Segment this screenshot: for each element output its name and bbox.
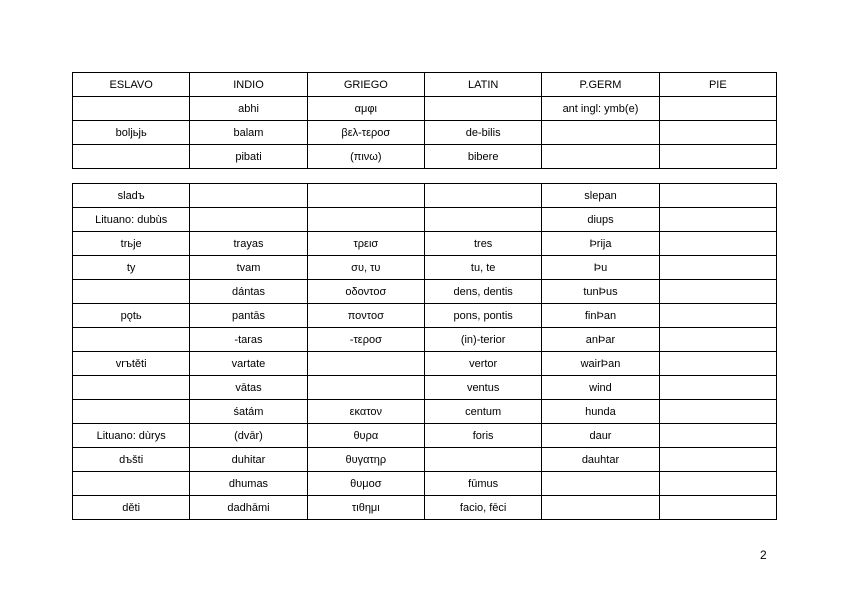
cognates-table-header bbox=[72, 72, 777, 169]
table-cell: αμφι bbox=[307, 97, 424, 121]
table-row bbox=[73, 352, 777, 376]
table-cell: (dvār) bbox=[190, 424, 307, 448]
table-cell bbox=[659, 496, 776, 520]
table-cell: θυγατηρ bbox=[307, 448, 424, 472]
table-cell: dauhtar bbox=[542, 448, 659, 472]
table-cell: ESLAVO bbox=[73, 73, 190, 97]
table-cell: fūmus bbox=[424, 472, 541, 496]
table-cell bbox=[659, 97, 776, 121]
table-cell: ventus bbox=[424, 376, 541, 400]
table-cell: facio, fēci bbox=[424, 496, 541, 520]
table-cell: τιθημι bbox=[307, 496, 424, 520]
table-cell bbox=[424, 97, 541, 121]
table-cell bbox=[659, 376, 776, 400]
table-cell bbox=[542, 145, 659, 169]
table-cell bbox=[659, 424, 776, 448]
table-cell: abhi bbox=[190, 97, 307, 121]
table-cell bbox=[307, 352, 424, 376]
table-row bbox=[73, 280, 777, 304]
table-cell: ant ingl: ymb(e) bbox=[542, 97, 659, 121]
table-cell: GRIEGO bbox=[307, 73, 424, 97]
table-cell: -τεροσ bbox=[307, 328, 424, 352]
table-cell: P.GERM bbox=[542, 73, 659, 97]
table-cell bbox=[659, 328, 776, 352]
table-cell: balam bbox=[190, 121, 307, 145]
table-cell: συ, τυ bbox=[307, 256, 424, 280]
table-cell: wind bbox=[542, 376, 659, 400]
table-cell: dadhāmi bbox=[190, 496, 307, 520]
table-cell: οδοντοσ bbox=[307, 280, 424, 304]
cognates-table-main bbox=[72, 183, 777, 520]
table-cell: trьje bbox=[73, 232, 190, 256]
table-row bbox=[73, 256, 777, 280]
table-row bbox=[73, 472, 777, 496]
table-cell: diups bbox=[542, 208, 659, 232]
table-cell: tvam bbox=[190, 256, 307, 280]
table-cell: pǫtь bbox=[73, 304, 190, 328]
table-cell: pibati bbox=[190, 145, 307, 169]
table-row bbox=[73, 145, 777, 169]
table-cell bbox=[542, 472, 659, 496]
table-cell: dántas bbox=[190, 280, 307, 304]
table-row bbox=[73, 376, 777, 400]
table-row bbox=[73, 328, 777, 352]
table-cell bbox=[659, 304, 776, 328]
table-cell bbox=[73, 472, 190, 496]
table-cell: INDIO bbox=[190, 73, 307, 97]
table-cell: ποντοσ bbox=[307, 304, 424, 328]
table-cell bbox=[190, 208, 307, 232]
table-cell: boljьjь bbox=[73, 121, 190, 145]
table-cell: vātas bbox=[190, 376, 307, 400]
table-cell: τρεισ bbox=[307, 232, 424, 256]
table-cell bbox=[73, 376, 190, 400]
table-cell bbox=[659, 145, 776, 169]
table-cell: βελ-τεροσ bbox=[307, 121, 424, 145]
table-cell: tunÞus bbox=[542, 280, 659, 304]
table-cell bbox=[659, 256, 776, 280]
table-cell bbox=[542, 121, 659, 145]
table-cell: θυρα bbox=[307, 424, 424, 448]
table-cell: dhumas bbox=[190, 472, 307, 496]
table-row bbox=[73, 400, 777, 424]
table-cell: foris bbox=[424, 424, 541, 448]
table-cell: sladъ bbox=[73, 184, 190, 208]
table-cell: Lituano: dùrys bbox=[73, 424, 190, 448]
table-cell bbox=[424, 208, 541, 232]
table-cell bbox=[307, 208, 424, 232]
table-cell: Þu bbox=[542, 256, 659, 280]
table-row bbox=[73, 184, 777, 208]
table-cell: trayas bbox=[190, 232, 307, 256]
table-row bbox=[73, 208, 777, 232]
table-cell: hunda bbox=[542, 400, 659, 424]
table-cell bbox=[307, 376, 424, 400]
table-cell bbox=[659, 232, 776, 256]
table-cell: εκατον bbox=[307, 400, 424, 424]
table-cell bbox=[307, 184, 424, 208]
table-row bbox=[73, 232, 777, 256]
table-cell: vartate bbox=[190, 352, 307, 376]
table-cell: (πινω) bbox=[307, 145, 424, 169]
table-cell bbox=[659, 121, 776, 145]
table-cell bbox=[659, 352, 776, 376]
table-cell: PIE bbox=[659, 73, 776, 97]
table-row bbox=[73, 424, 777, 448]
table-cell: finÞan bbox=[542, 304, 659, 328]
table-cell bbox=[73, 97, 190, 121]
table-cell bbox=[659, 280, 776, 304]
table-cell bbox=[659, 400, 776, 424]
table-cell: dens, dentis bbox=[424, 280, 541, 304]
table-cell bbox=[424, 184, 541, 208]
table-cell: de-bilis bbox=[424, 121, 541, 145]
table-cell bbox=[542, 496, 659, 520]
table-cell: slepan bbox=[542, 184, 659, 208]
table-cell: vertor bbox=[424, 352, 541, 376]
table-row bbox=[73, 496, 777, 520]
table-cell: daur bbox=[542, 424, 659, 448]
table-cell: dъšti bbox=[73, 448, 190, 472]
table-cell bbox=[659, 448, 776, 472]
table-cell bbox=[73, 328, 190, 352]
table-cell: centum bbox=[424, 400, 541, 424]
table-cell: LATIN bbox=[424, 73, 541, 97]
table-cell: θυμοσ bbox=[307, 472, 424, 496]
table-cell: (in)-terior bbox=[424, 328, 541, 352]
table-cell bbox=[73, 280, 190, 304]
table-row bbox=[73, 97, 777, 121]
table-cell bbox=[73, 400, 190, 424]
table-cell: pantās bbox=[190, 304, 307, 328]
table-cell bbox=[659, 184, 776, 208]
table-cell: duhitar bbox=[190, 448, 307, 472]
table-row bbox=[73, 304, 777, 328]
table-cell: děti bbox=[73, 496, 190, 520]
table-cell: tu, te bbox=[424, 256, 541, 280]
table-cell: wairÞan bbox=[542, 352, 659, 376]
table-cell bbox=[190, 184, 307, 208]
table-cell: śatám bbox=[190, 400, 307, 424]
table-cell bbox=[659, 472, 776, 496]
table-cell: tres bbox=[424, 232, 541, 256]
table-cell: Lituano: dubùs bbox=[73, 208, 190, 232]
table-cell: Þrija bbox=[542, 232, 659, 256]
table-row bbox=[73, 121, 777, 145]
table-cell: anÞar bbox=[542, 328, 659, 352]
table-cell: vrъtěti bbox=[73, 352, 190, 376]
table-cell: pons, pontis bbox=[424, 304, 541, 328]
table-cell bbox=[659, 208, 776, 232]
page-number: 2 bbox=[760, 548, 767, 562]
table-cell bbox=[73, 145, 190, 169]
table-cell: bibere bbox=[424, 145, 541, 169]
table-cell: ty bbox=[73, 256, 190, 280]
table-cell: -taras bbox=[190, 328, 307, 352]
table-cell bbox=[424, 448, 541, 472]
table-row bbox=[73, 448, 777, 472]
table-row bbox=[73, 73, 777, 97]
